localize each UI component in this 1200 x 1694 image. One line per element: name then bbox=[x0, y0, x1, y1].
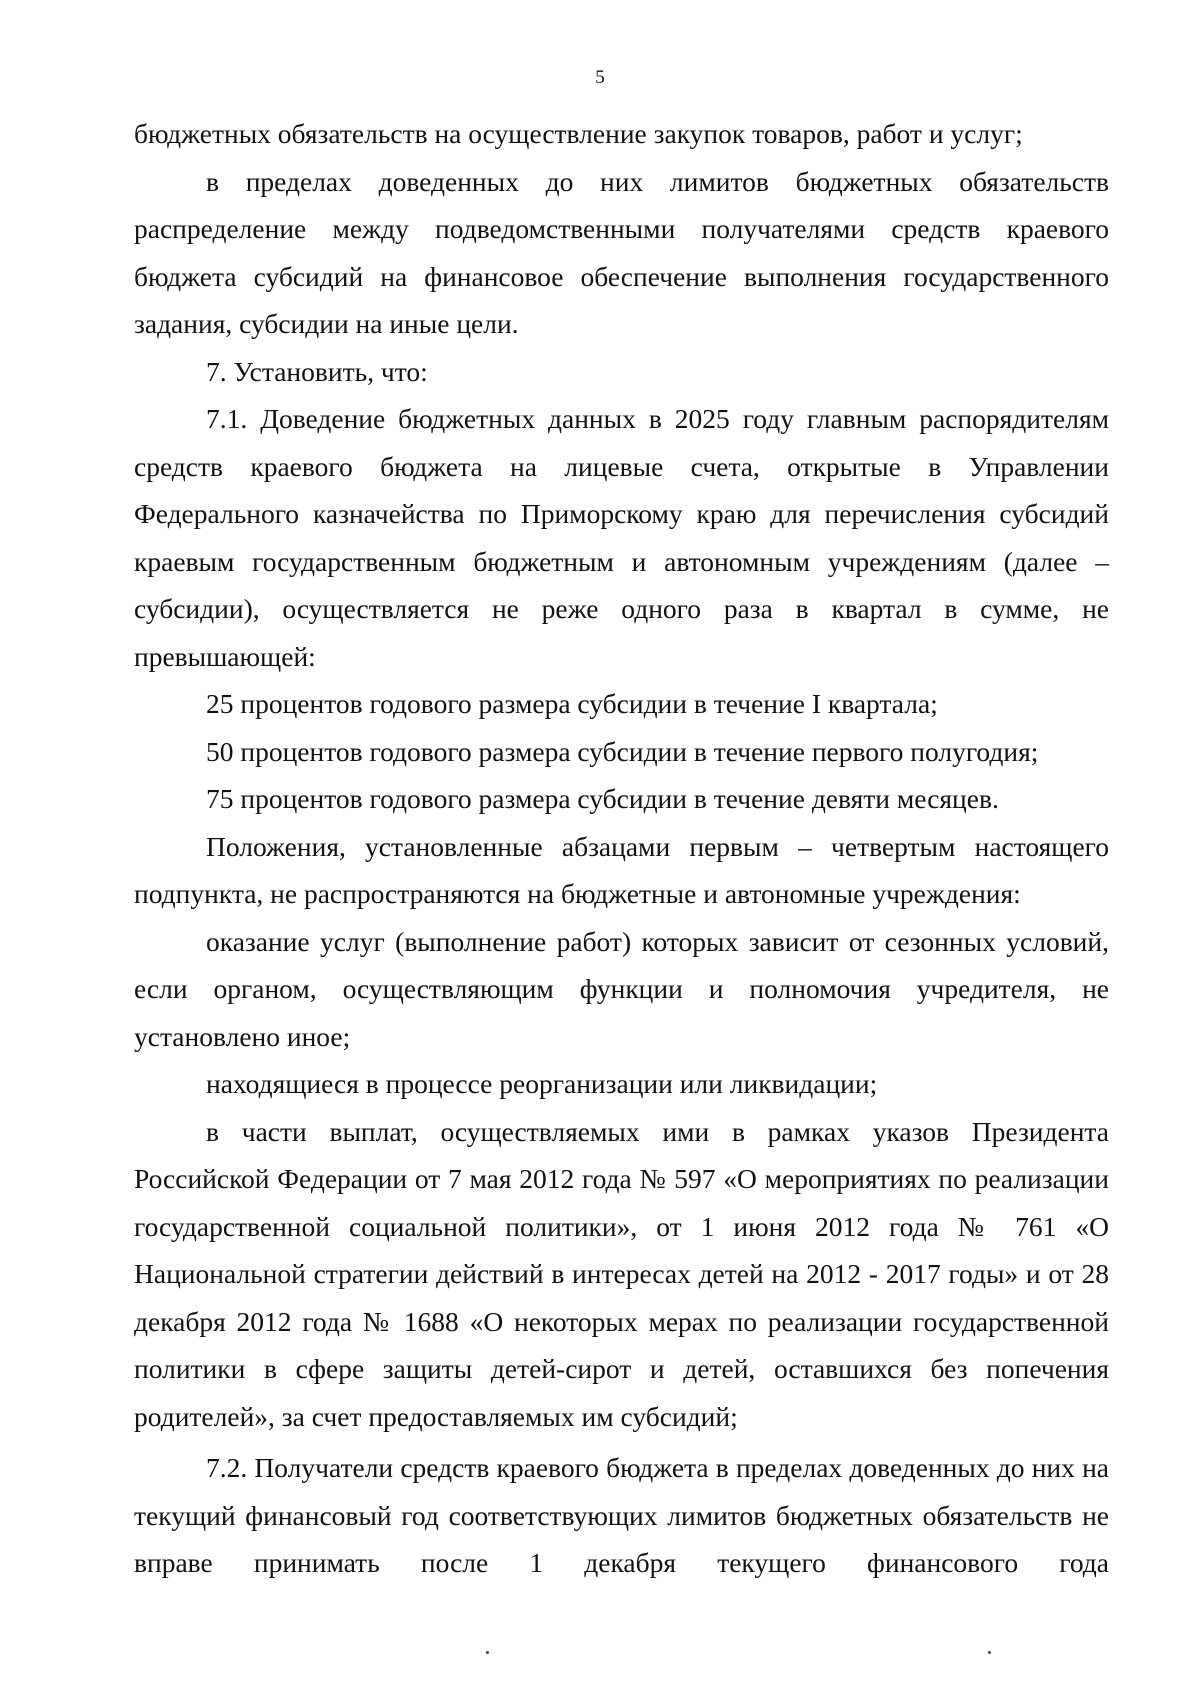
paragraph-5: 25 процентов годового размера субсидии в течение I квартала; bbox=[206, 688, 938, 719]
paragraph-12: 7.2. Получатели средств краевого бюджета в пределах доведенных до них на текущий финансовый год соответствующих лимитов бюджетных обязательств не вправе принимать после 1 декабря текущего финансового года bbox=[134, 1452, 1109, 1578]
paragraph-2: в пределах доведенных до них лимитов бюджетных обязательств распределение между подведомственными получателями средств краевого бюджета субсидий на финансовое обеспечение выполнения государственного задания, субсидии на иные цели. bbox=[134, 165, 1109, 339]
paragraph-9: оказание услуг (выполнение работ) которых зависит от сезонных условий, если органом, осуществляющим функции и полномочия учредителя, не установлено иное; bbox=[134, 925, 1109, 1052]
scan-speck bbox=[486, 1651, 489, 1654]
paragraph-10: находящиеся в процессе реорганизации или ликвидации; bbox=[206, 1068, 878, 1099]
paragraph-3: 7. Установить, что: bbox=[206, 355, 428, 387]
paragraph-7: 75 процентов годового размера субсидии в течение девяти месяцев. bbox=[206, 783, 999, 814]
scan-speck bbox=[988, 1651, 991, 1654]
paragraph-6: 50 процентов годового размера субсидии в течение первого полугодия; bbox=[206, 735, 1039, 767]
paragraph-8: Положения, установленные абзацами первым – четвертым настоящего подпункта, не распространяются на бюджетные и автономные учреждения: bbox=[134, 830, 1109, 909]
paragraph-11: в части выплат, осуществляемых ими в рамках указов Президента Российской Федерации от 7 мая 2012 года № 597 «О мероприятиях по реализации государственной социальной политики», от 1 июня 2012 года № 761 «О Национальной стратегии действий в интересах детей на 2012 - 2017 годы» и от 28 декабря 2012 года № 1688 «О некоторых мерах по реализации государственной политики в сфере защиты детей-сирот и детей, оставшихся без попечения родителей», за счет предоставляемых им субсидий; bbox=[134, 1115, 1109, 1432]
paragraph-1: бюджетных обязательств на осуществление закупок товаров, работ и услуг; bbox=[134, 118, 1023, 149]
document-body bbox=[134, 110, 1109, 1587]
page-number: 5 bbox=[595, 67, 605, 88]
paragraph-4: 7.1. Доведение бюджетных данных в 2025 году главным распорядителям средств краевого бюджета на лицевые счета, открытые в Управлении Федерального казначейства по Приморскому краю для перечисления субсидий краевым государственным бюджетным и автономным учреждениям (далее – субсидии), осуществляется не реже одного раза в квартал в сумме, не превышающей: bbox=[134, 403, 1109, 672]
